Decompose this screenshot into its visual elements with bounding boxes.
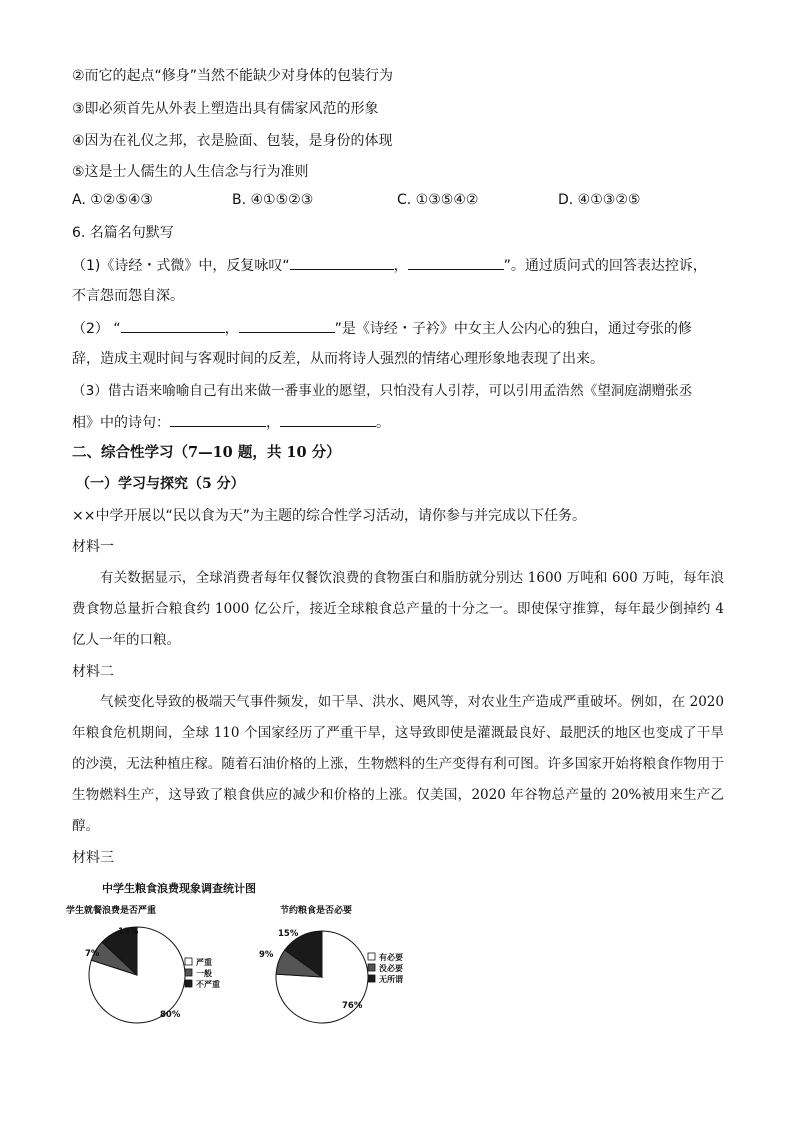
q6-3-line1: （3）借古语来喻喻自己有出来做一番事业的愿望，只怕没有人引荐，可以引用孟浩然《望洞庭湖赠张丞: [72, 383, 693, 399]
pie-1-legend-swatch-1: [368, 964, 375, 971]
q6-2-text-a: （2） “: [72, 321, 121, 337]
pie-0-legend-swatch-1: [185, 969, 192, 976]
sentence-5: ⑤这是士人儒生的人生信念与行为准则: [72, 164, 309, 180]
pie-0-data-label-2: 13%: [118, 927, 139, 937]
pie-0-data-label-0: 80%: [160, 1010, 181, 1020]
pie-charts: [0, 900, 794, 1050]
pie-1-legend-label-2: 无所谓: [379, 975, 403, 984]
q6-2-line1: [72, 318, 692, 339]
pie-1-legend-label-1: 没必要: [379, 964, 403, 973]
pie-0-legend-label-0: 严重: [196, 958, 212, 967]
q6-3-text-a: 相》中的诗句：: [72, 415, 170, 431]
pie-0-legend-label-1: 一般: [196, 969, 212, 978]
material-1-body: [72, 563, 724, 656]
sentence-3: ③即必须首先从外表上塑造出具有儒家风范的形象: [72, 101, 379, 117]
q6-1-blank-2[interactable]: [408, 255, 504, 270]
answer-options: [72, 192, 732, 212]
q6-1-blank-1[interactable]: [290, 255, 394, 270]
pie-1-data-label-1: 9%: [259, 950, 274, 960]
pie-0-data-label-1: 7%: [85, 949, 100, 959]
pie-1-data-label-2: 15%: [278, 929, 299, 939]
material-2-label: 材料二: [72, 664, 114, 680]
q6-1-line2: 不言怨而怨自深。: [72, 288, 184, 304]
q6-3-comma: ，: [266, 415, 280, 431]
q6-1-comma: ，: [393, 258, 408, 274]
section-2-title: 二、综合性学习（7—10 题，共 10 分）: [72, 444, 341, 461]
option-c[interactable]: C. ①③⑤④②: [397, 192, 479, 208]
pie-0-legend-swatch-2: [185, 980, 192, 987]
q6-3-line2: [72, 412, 390, 433]
q6-2-blank-2[interactable]: [239, 318, 335, 333]
q6-1-text-a: （1)《诗经・式微》中，反复咏叹“: [72, 258, 290, 274]
q6-3-period: 。: [376, 415, 390, 431]
sentence-2: ②而它的起点“修身”当然不能缺少对身体的包装行为: [72, 68, 394, 84]
option-d[interactable]: D. ④①③②⑤: [558, 192, 641, 208]
q6-2-line2: 辞，造成主观时间与客观时间的反差，从而将诗人强烈的情绪心理形象地表现了出来。: [72, 351, 604, 367]
option-a[interactable]: A. ①②⑤④③: [72, 192, 153, 208]
material-2-text: 气候变化导致的极端天气事件频发，如干旱、洪水、飓风等，对农业生产造成严重破坏。例如，在 2020 年粮食危机期间，全球 110 个国家经历了严重干旱，这导致即使是灌溉最良好、最肥沃的地区也变成了干旱的沙漠，无法种植庄稼。随着石油价格的上涨，生物燃料的生产变得有利可图。许多国家开始将粮食作物用于生物燃料生产，这导致了粮食供应的减少和价格的上涨。仅美国，2020 年谷物总产量的 20%被用来生产乙醇。: [72, 694, 724, 834]
pie-1-title: 节约粮食是否必要: [280, 906, 353, 916]
pie-0-title: 学生就餐浪费是否严重: [66, 906, 157, 916]
material-2-body: [72, 687, 724, 842]
q6-2-comma: ，: [224, 321, 239, 337]
material-3-label: 材料三: [72, 850, 114, 866]
section-2-intro: ××中学开展以“民以食为天”为主题的综合性学习活动，请你参与并完成以下任务。: [72, 508, 586, 524]
chart-main-title: 中学生粮食浪费现象调查统计图: [102, 882, 256, 895]
pie-1-legend-label-0: 有必要: [379, 953, 403, 962]
q6-1-line1: [72, 255, 707, 276]
q6-2-text-b: ”是《诗经・子衿》中女主人公内心的独白，通过夸张的修: [334, 321, 692, 337]
q6-2-blank-1[interactable]: [121, 318, 225, 333]
q6-1-text-b: ”。通过质问式的回答表达控诉，: [503, 258, 707, 274]
option-b[interactable]: B. ④①⑤②③: [232, 192, 314, 208]
pie-1-legend-swatch-2: [368, 975, 375, 982]
material-1-text: 有关数据显示，全球消费者每年仅餐饮浪费的食物蛋白和脂肪就分别达 1600 万吨和 600 万吨，每年浪费食物总量折合粮食约 1000 亿公斤，接近全球粮食总产量的十分之一。即使保守推算，每年最少倒掉约 4 亿人一年的口粮。: [72, 570, 724, 648]
pie-0-legend-swatch-0: [185, 958, 192, 965]
section-2-subtitle: （一）学习与探究（5 分）: [76, 476, 245, 492]
pie-0-legend-label-2: 不严重: [196, 980, 220, 989]
pie-1-data-label-0: 76%: [342, 1001, 363, 1011]
sentence-4: ④因为在礼仪之邦，衣是脸面、包装，是身份的体现: [72, 133, 393, 149]
material-1-label: 材料一: [72, 539, 114, 555]
q6-3-blank-2[interactable]: [280, 412, 376, 427]
pie-1-legend-swatch-0: [368, 953, 375, 960]
q6-3-blank-1[interactable]: [170, 412, 266, 427]
q6-title: 6. 名篇名句默写: [72, 225, 174, 241]
